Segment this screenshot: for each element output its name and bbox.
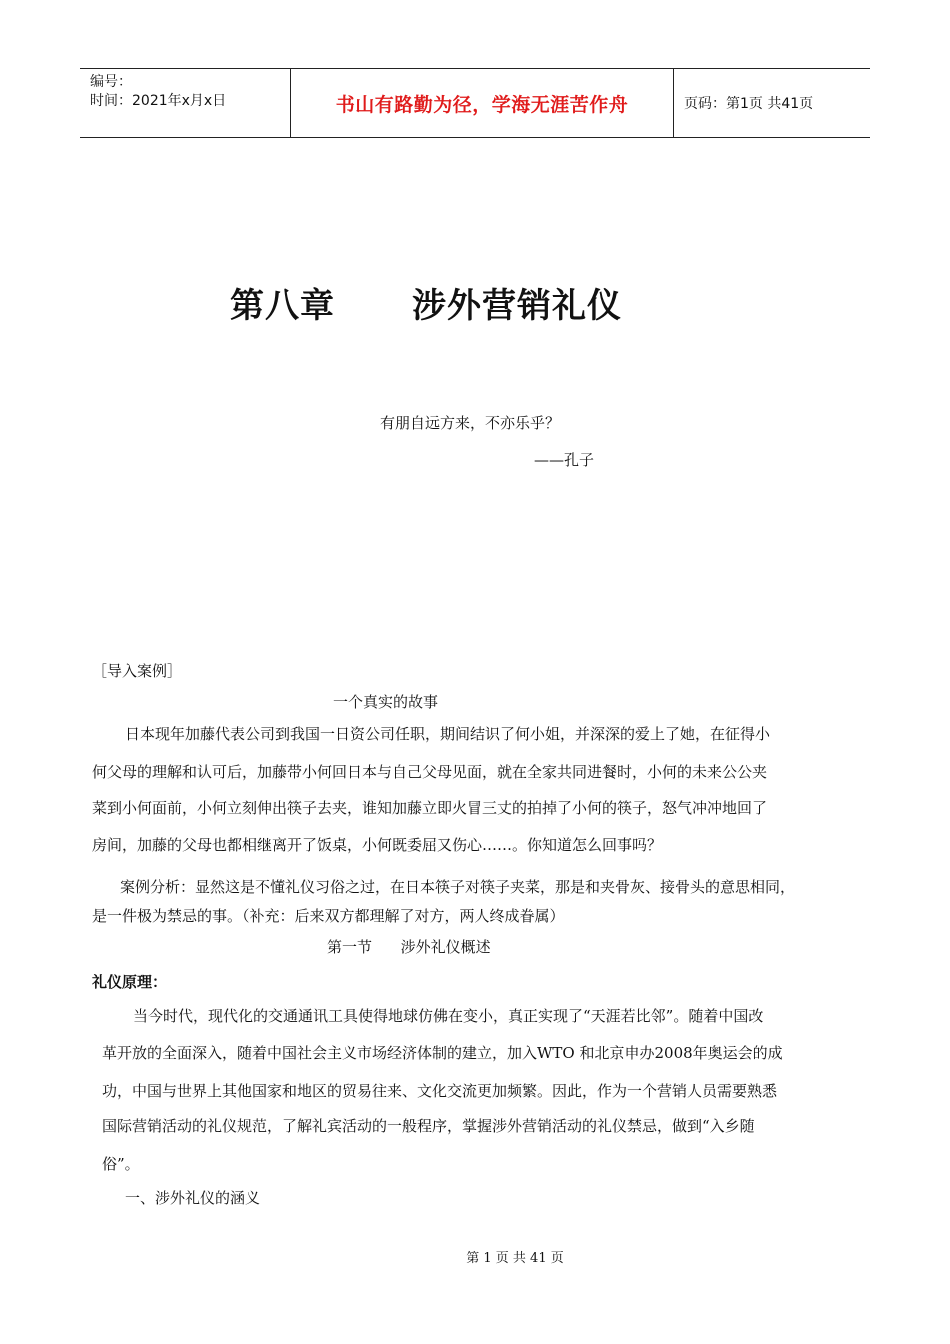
case-line: 日本现年加藤代表公司到我国一日资公司任职，期间结识了何小姐，并深深的爱上了她，在征得小 <box>125 725 771 743</box>
paragraph-line: 国际营销活动的礼仪规范，了解礼宾活动的一般程序，掌握涉外营销活动的礼仪禁忌，做到“入乡随 <box>102 1117 755 1135</box>
footer-page-number: 第 1 页 共 41 页 <box>466 1251 564 1266</box>
analysis-line: 案例分析：显然这是不懂礼仪习俗之过，在日本筷子对筷子夹菜，那是和夹骨灰、接骨头的意思相同， <box>120 878 796 896</box>
case-title: 一个真实的故事 <box>333 693 439 711</box>
case-line: 菜到小何面前，小何立刻伸出筷子去夹，谁知加藤立即火冒三丈的拍掉了小何的筷子，怒气冲冲地回了 <box>92 799 768 817</box>
page-footer <box>0 1247 950 1266</box>
section-title: 第一节 涉外礼仪概述 <box>327 938 491 956</box>
header-page-info: 页码：第1页 共41页 <box>684 96 814 112</box>
case-line: 何父母的理解和认可后，加藤带小何回日本与自己父母见面，就在全家共同进餐时，小何的未来公公夹 <box>92 763 768 781</box>
paragraph-line: 功，中国与世界上其他国家和地区的贸易往来、文化交流更加频繁。因此，作为一个营销人员需要熟悉 <box>102 1082 778 1100</box>
paragraph-line: 革开放的全面深入，随着中国社会主义市场经济体制的建立，加入WTO 和北京申办2008年奥运会的成 <box>102 1044 783 1062</box>
epigraph-quote: 有朋自远方来，不亦乐乎？ <box>380 414 561 432</box>
case-line: 房间，加藤的父母也都相继离开了饭桌，小何既委屈又伤心……。你知道怎么回事吗？ <box>92 836 663 854</box>
subheading: 一、涉外礼仪的涵义 <box>125 1189 261 1207</box>
header-number: 编号： <box>90 74 132 90</box>
epigraph-author: ——孔子 <box>534 451 595 469</box>
paragraph-line: 俗”。 <box>102 1155 140 1173</box>
paragraph-line: 当今时代，现代化的交通通讯工具使得地球仿佛在变小，真正实现了“天涯若比邻”。随着中国改 <box>133 1007 764 1025</box>
page-header <box>80 68 870 138</box>
principle-heading: 礼仪原理： <box>92 973 168 991</box>
analysis-line: 是一件极为禁忌的事。（补充：后来双方都理解了对方，两人终成眷属） <box>92 907 565 925</box>
case-label: ［导入案例］ <box>92 662 183 680</box>
chapter-title: 第八章 涉外营销礼仪 <box>230 286 623 326</box>
header-meta <box>80 69 290 137</box>
header-time: 时间：2021年x月x日 <box>90 93 227 109</box>
header-motto: 书山有路勤为径，学海无涯苦作舟 <box>290 69 674 137</box>
